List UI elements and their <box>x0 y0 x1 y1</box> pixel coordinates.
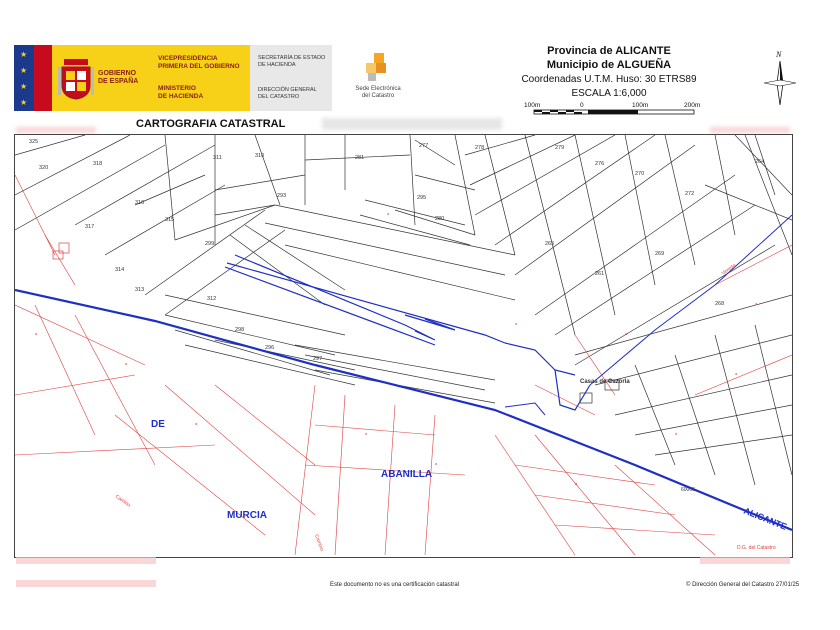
svg-text:a: a <box>365 431 368 436</box>
coat-of-arms-icon <box>58 55 94 101</box>
parcel-number: 316 <box>135 200 145 206</box>
parcel-number: 298 <box>235 327 245 333</box>
region-label-de: DE <box>151 419 165 430</box>
parcel-number: 264 <box>755 159 765 165</box>
province-title: Provincia de ALICANTE <box>547 45 671 57</box>
redacted-strip <box>16 127 96 133</box>
flag-stripe <box>34 45 52 111</box>
parcel-number: 281 <box>355 155 365 161</box>
coordinates-label: Coordenadas U.T.M. Huso: 30 ETRS89 <box>521 74 697 85</box>
scale-tick-label: 200m <box>684 102 701 109</box>
scale-tick-label: 100m <box>632 102 649 109</box>
scale-tick-label: 0 <box>580 102 584 109</box>
parcel-number: 270 <box>635 171 645 177</box>
parcel-number: 325 <box>29 139 39 145</box>
parcel-number: 318 <box>93 161 103 167</box>
ministry-line1: MINISTERIO <box>158 85 196 92</box>
map-canvas[interactable] <box>15 135 792 557</box>
parcel-number: 265 <box>545 241 555 247</box>
municipal-boundary <box>15 215 792 530</box>
redacted-strip <box>16 580 156 587</box>
sede-line2: del Catastro <box>361 93 395 99</box>
parcel-number: 315 <box>165 217 175 223</box>
road-label: Vereda <box>720 262 738 277</box>
svg-text:a: a <box>575 481 578 486</box>
copyright-stamp: D.G. del Catastro <box>737 545 776 551</box>
parcel-number: 320 <box>39 165 49 171</box>
sede-electronica-label <box>340 86 416 100</box>
parcel-number: 311 <box>213 155 222 161</box>
redacted-reference <box>322 118 502 130</box>
cadastral-map[interactable] <box>14 134 793 558</box>
parcel-number: 299 <box>205 241 215 247</box>
region-label-abanilla: ABANILLA <box>381 469 433 480</box>
government-logo <box>14 45 250 111</box>
svg-text:a: a <box>515 321 518 326</box>
parcel-number: 313 <box>135 287 145 293</box>
secretariat-line1: SECRETARÍA DE ESTADO <box>258 55 326 61</box>
svg-text:a: a <box>735 371 738 376</box>
svg-text:a: a <box>35 331 38 336</box>
parcel-number: 310 <box>255 153 265 159</box>
parcel-number: 280 <box>435 216 445 222</box>
ministry-line2: DE HACIENDA <box>158 92 204 100</box>
place-label-casas: Casas de Cazorla <box>580 379 630 385</box>
redacted-strip <box>16 557 156 564</box>
sede-line1: Sede Electrónica <box>355 86 401 92</box>
redacted-strip <box>700 557 790 564</box>
gov-name <box>98 70 138 86</box>
parcel-number: 268 <box>715 301 725 307</box>
parcel-number: 276 <box>595 161 605 167</box>
vice-line1: VICEPRESIDENCIA <box>158 55 218 62</box>
map-title: CARTOGRAFIA CATASTRAL <box>136 118 286 130</box>
north-arrow-icon <box>762 47 798 107</box>
parcel-number: 314 <box>115 267 125 273</box>
directorate-line1: DIRECCIÓN GENERAL <box>258 87 317 93</box>
region-label-alicante: ALICANTE <box>742 505 789 532</box>
directorate-line2: DEL CATASTRO <box>258 93 300 100</box>
svg-text:a: a <box>125 361 128 366</box>
secretariat-line2: DE HACIENDA <box>258 61 296 68</box>
svg-text:a: a <box>625 331 628 336</box>
redacted-strip <box>710 127 790 133</box>
svg-text:a: a <box>387 211 390 216</box>
parcel-number: 272 <box>685 191 695 197</box>
north-label: N <box>776 50 782 59</box>
footer-copyright: © Dirección General del Catastro 27/01/25 <box>686 582 800 588</box>
road-label: Camino <box>313 533 325 552</box>
municipality-title: Municipio de ALGUEÑA <box>546 59 672 71</box>
parcel-number: 296 <box>265 345 275 351</box>
sede-electronica-logo-icon[interactable] <box>362 51 394 83</box>
gov-name-line2: DE ESPAÑA <box>98 78 139 85</box>
svg-text:a: a <box>195 421 198 426</box>
scale-tick-label: 100m <box>524 102 541 109</box>
parcel-number: 293 <box>277 193 287 199</box>
highway-label: 60006 <box>681 487 695 493</box>
parcel-number: 317 <box>85 224 95 230</box>
parcel-number: 312 <box>207 296 217 302</box>
svg-text:a: a <box>675 431 678 436</box>
secretariat-box <box>250 45 332 111</box>
road-label: Camino <box>113 493 132 509</box>
svg-text:a: a <box>435 461 438 466</box>
vice-line2: PRIMERA DEL GOBIERNO <box>158 62 240 70</box>
region-label-murcia: MURCIA <box>227 510 267 521</box>
gov-name-line1: GOBIERNO <box>98 70 137 77</box>
vice-presidency <box>158 55 240 70</box>
parcel-number: 261 <box>595 271 605 277</box>
scale-label: ESCALA 1:6,000 <box>571 88 647 99</box>
parcel-number: 297 <box>313 356 323 362</box>
svg-text:a: a <box>755 301 758 306</box>
parcel-number: 269 <box>655 251 665 257</box>
eu-stripe: ★ ★ ★ ★ <box>14 45 34 111</box>
parcel-number: 277 <box>419 143 429 149</box>
parcel-number: 279 <box>555 145 565 151</box>
parcel-number: 295 <box>417 195 427 201</box>
ministry <box>158 85 203 100</box>
parcel-number: 278 <box>475 145 485 151</box>
scale-bar <box>514 99 714 121</box>
header <box>14 43 829 125</box>
footer-note: Este documento no es una certificación catastral <box>330 582 460 588</box>
